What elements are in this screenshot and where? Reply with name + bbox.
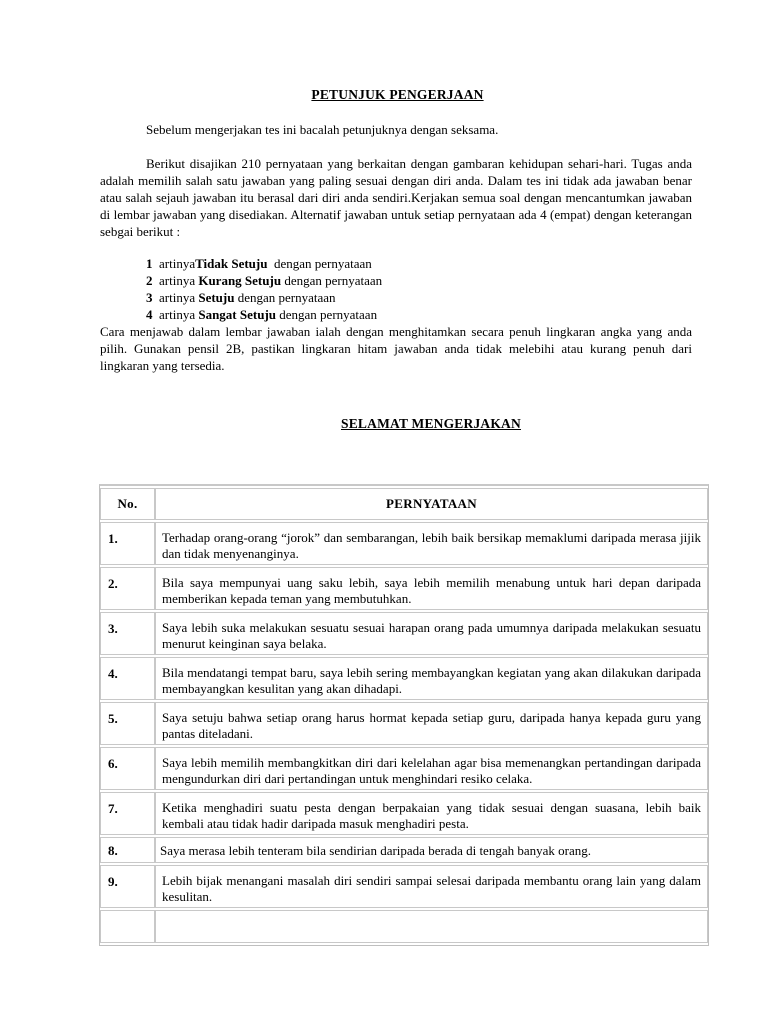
answer-option: 3 artinya Setuju dengan pernyataan xyxy=(146,290,336,305)
row-number xyxy=(100,910,155,943)
row-number: 2. xyxy=(100,567,155,610)
page-title: PETUNJUK PENGERJAAN xyxy=(311,87,484,102)
table-row xyxy=(100,792,708,835)
header-no: No. xyxy=(100,488,155,520)
row-statement: Saya merasa lebih tenteram bila sendirian daripada berada di tengah banyak orang. xyxy=(155,837,708,863)
header-statement: PERNYATAAN xyxy=(155,488,708,520)
row-number: 6. xyxy=(100,747,155,790)
row-number: 1. xyxy=(100,522,155,565)
answer-options-list xyxy=(146,255,382,323)
row-statement xyxy=(155,910,708,943)
table-row xyxy=(100,702,708,745)
row-number: 8. xyxy=(100,837,155,863)
table-row xyxy=(100,657,708,700)
row-number: 3. xyxy=(100,612,155,655)
closing-heading: SELAMAT MENGERJAKAN xyxy=(341,416,521,431)
instructions-paragraph: Berikut disajikan 210 pernyataan yang berkaitan dengan gambaran kehidupan sehari-hari. Tugas anda adalah memilih salah satu jawaban yang paling sesuai dengan diri anda. Dalam tes ini tidak ada jawaban benar atau salah sejauh jawaban itu berasal dari diri anda sendiri.Kerjakan semua soal dengan mencantumkan jawaban di lembar jawaban yang disediakan. Alternatif jawaban untuk setiap pernyataan ada 4 (empat) dengan keterangan sebgai berikut : xyxy=(100,156,692,239)
row-statement: Ketika menghadiri suatu pesta dengan berpakaian yang tidak sesuai dengan suasana, lebih baik kembali atau tidak hadir daripada masuk menghadiri pesta. xyxy=(155,792,708,835)
row-statement: Saya setuju bahwa setiap orang harus hormat kepada setiap guru, daripada hanya kepada guru yang pantas diteladani. xyxy=(155,702,708,745)
row-statement: Saya lebih memilih membangkitkan diri dari kelelahan agar bisa memenangkan pertandingan daripada mengundurkan diri dari pertandingan untuk menghindari resiko celaka. xyxy=(155,747,708,790)
row-statement: Saya lebih suka melakukan sesuatu sesuai harapan orang pada umumnya daripada melakukan sesuatu menurut keinginan saya belaka. xyxy=(155,612,708,655)
table-row xyxy=(100,612,708,655)
table-header-row xyxy=(100,488,708,520)
row-statement: Bila saya mempunyai uang saku lebih, saya lebih memilih menabung untuk hari depan daripada memberikan kepada teman yang membutuhkan. xyxy=(155,567,708,610)
table-row-empty xyxy=(100,910,708,943)
answer-option: 4 artinya Sangat Setuju dengan pernyataan xyxy=(146,307,378,322)
row-number: 9. xyxy=(100,865,155,908)
row-statement: Lebih bijak menangani masalah diri sendiri sampai selesai daripada membantu orang lain yang dalam kesulitan. xyxy=(155,865,708,908)
row-number: 4. xyxy=(100,657,155,700)
answer-method-paragraph: Cara menjawab dalam lembar jawaban ialah dengan menghitamkan secara penuh lingkaran angka yang anda pilih. Gunakan pensil 2B, pastikan lingkaran hitam jawaban anda tidak melebihi atau kurang penuh dari lingkaran yang tersedia. xyxy=(100,324,692,373)
statements-table xyxy=(99,484,709,946)
row-statement: Terhadap orang-orang “jorok” dan sembarangan, lebih baik bersikap memaklumi daripada merasa jijik dan tidak menyenanginya. xyxy=(155,522,708,565)
table-row xyxy=(100,865,708,908)
row-number: 5. xyxy=(100,702,155,745)
table-row xyxy=(100,567,708,610)
row-number: 7. xyxy=(100,792,155,835)
table-row xyxy=(100,747,708,790)
answer-option: 1 artinyaTidak Setuju dengan pernyataan xyxy=(146,256,372,271)
intro-paragraph: Sebelum mengerjakan tes ini bacalah petunjuknya dengan seksama. xyxy=(146,122,499,137)
row-statement: Bila mendatangi tempat baru, saya lebih sering membayangkan kegiatan yang akan dilakukan daripada membayangkan kesulitan yang akan dihadapi. xyxy=(155,657,708,700)
table-row xyxy=(100,522,708,565)
table-row xyxy=(100,837,708,863)
answer-option: 2 artinya Kurang Setuju dengan pernyataan xyxy=(146,273,383,288)
